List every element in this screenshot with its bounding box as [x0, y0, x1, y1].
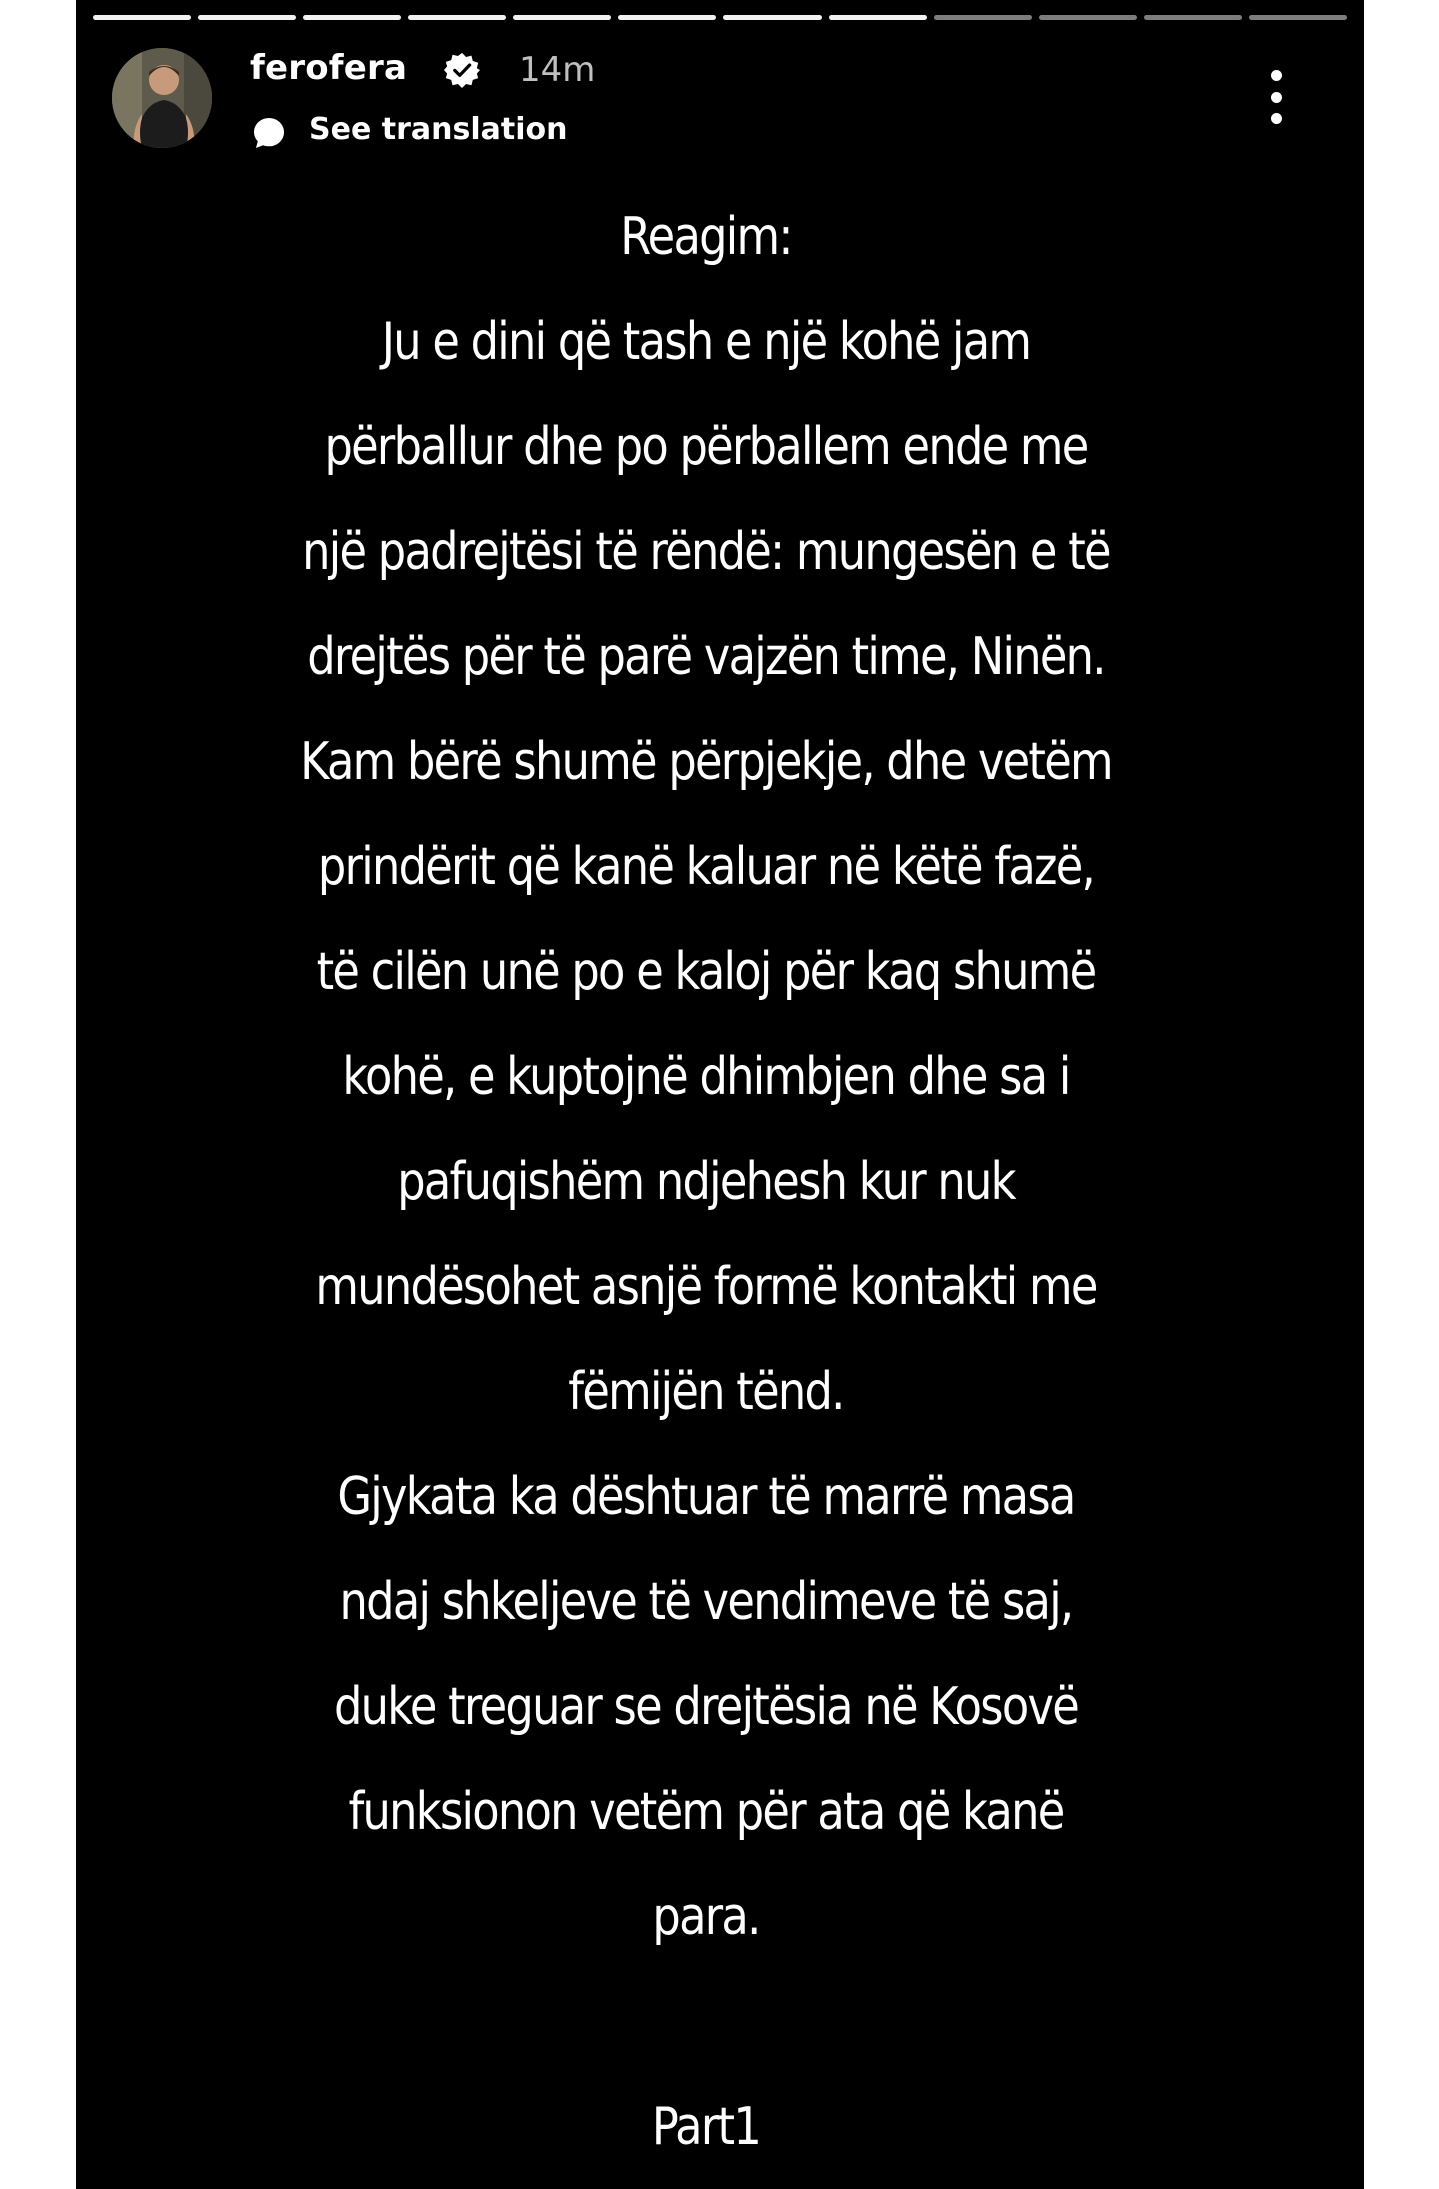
progress-segment — [303, 15, 401, 20]
story-line: funksionon vetëm për ata që kanë — [348, 1782, 1064, 1842]
story-line: Ju e dini që tash e një kohë jam — [381, 312, 1031, 372]
story-line: mundësohet asnjë formë kontakti me — [315, 1257, 1097, 1317]
story-line: pafuqishëm ndjehesh kur nuk — [397, 1152, 1015, 1212]
story-line: Gjykata ka dështuar të marrë masa — [337, 1467, 1075, 1527]
story-line: kohë, e kuptojnë dhimbjen dhe sa i — [342, 1047, 1070, 1107]
story-line: drejtës për të parë vajzën time, Ninën. — [307, 627, 1105, 687]
progress-segment — [934, 15, 1032, 20]
post-time: 14m — [519, 50, 596, 90]
progress-segment — [1039, 15, 1137, 20]
story-spacer — [250, 1970, 1162, 2075]
progress-segment — [1249, 15, 1347, 20]
story-line: përballur dhe po përballem ende me — [324, 417, 1088, 477]
story-text — [250, 185, 1162, 2180]
progress-segment — [513, 15, 611, 20]
see-translation-link[interactable]: See translation — [309, 112, 568, 147]
story-line: Kam bërë shumë përpjekje, dhe vetëm — [300, 732, 1112, 792]
progress-segment — [723, 15, 821, 20]
verified-badge-icon — [444, 52, 480, 88]
story-title: Reagim: — [620, 207, 792, 267]
speech-bubble-icon — [252, 116, 286, 150]
progress-segment — [198, 15, 296, 20]
story-line: të cilën unë po e kaloj për kaq shumë — [316, 942, 1096, 1002]
progress-segment — [93, 15, 191, 20]
progress-segment — [618, 15, 716, 20]
story-part-label: Part1 — [651, 2097, 761, 2157]
story-progress-bar — [93, 15, 1347, 20]
story-viewer[interactable] — [76, 0, 1364, 2189]
progress-segment — [1144, 15, 1242, 20]
story-line: duke treguar se drejtësia në Kosovë — [333, 1677, 1079, 1737]
story-line: fëmijën tënd. — [568, 1362, 844, 1422]
story-line: ndaj shkeljeve të vendimeve të saj, — [339, 1572, 1073, 1632]
story-line: para. — [652, 1887, 760, 1947]
story-line: prindërit që kanë kaluar në këtë fazë, — [317, 837, 1095, 897]
progress-segment — [408, 15, 506, 20]
avatar-photo — [112, 48, 212, 148]
story-line: një padrejtësi të rëndë: mungesën e të — [302, 522, 1110, 582]
avatar[interactable] — [112, 48, 212, 148]
more-vertical-icon[interactable] — [1270, 70, 1282, 124]
progress-segment — [829, 15, 927, 20]
username[interactable]: ferofera — [250, 48, 408, 88]
